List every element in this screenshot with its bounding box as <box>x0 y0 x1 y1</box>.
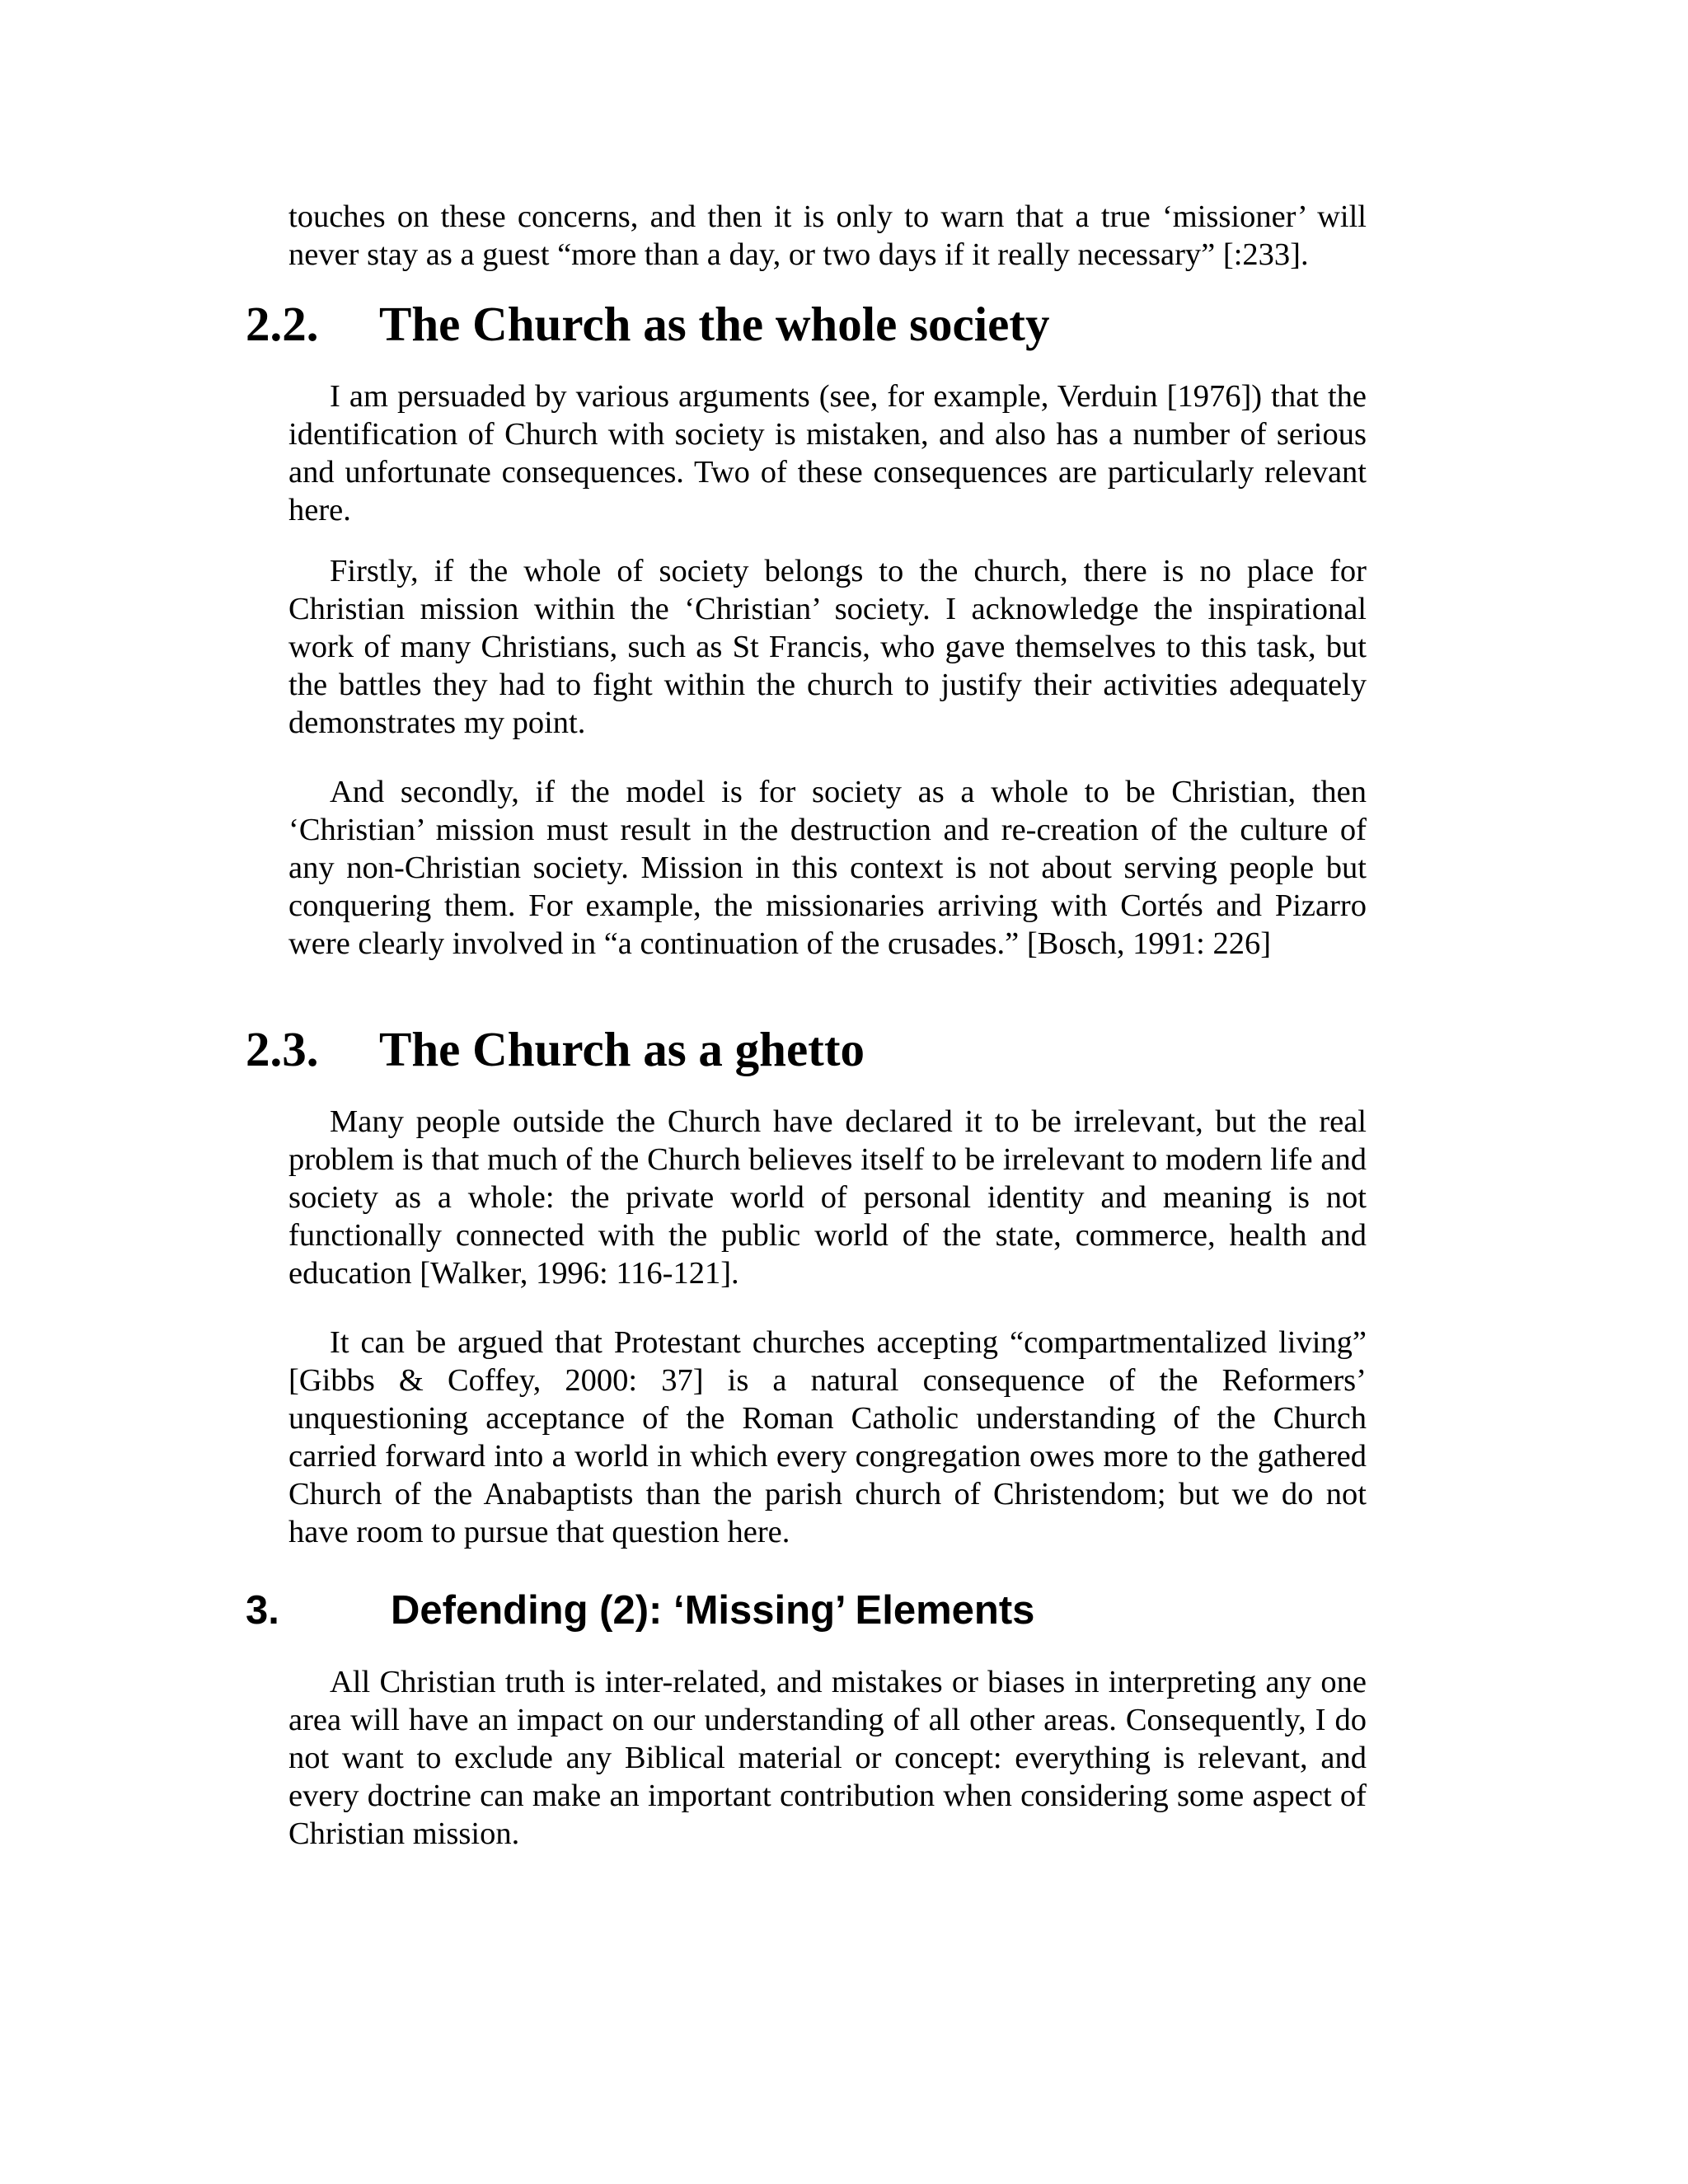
section-2-2-heading <box>246 295 1049 353</box>
section-2-2-paragraph-1: I am persuaded by various arguments (see, for example, Verduin [1976]) that the identification of Church with society is mistaken, and also has a number of serious and unfortunate consequences. Two of these consequences are particularly relevant here. <box>288 379 1367 527</box>
section-3-heading <box>246 1586 1034 1635</box>
section-2-3-paragraph-1: Many people outside the Church have declared it to be irrelevant, but the real problem is that much of the Church believes itself to be irrelevant to modern life and society as a whole: the private world of personal identity and meaning is not functionally connected with the public world of the state, commerce, health and education [Walker, 1996: 116-121]. <box>288 1104 1367 1291</box>
section-number: 2.2. <box>246 297 319 351</box>
section-title: The Church as the whole society <box>379 297 1050 351</box>
section-2-3-heading <box>246 1020 865 1078</box>
section-3-paragraph-1: All Christian truth is inter-related, and mistakes or biases in interpreting any one area will have an impact on our understanding of all other areas. Consequently, I do not want to exclude any Biblical material or concept: everything is relevant, and every doctrine can make an important contribution when considering some aspect of Christian mission. <box>288 1665 1367 1851</box>
intro-paragraph: touches on these concerns, and then it is only to warn that a true ‘missioner’ will never stay as a guest “more than a day, or two days if it really necessary” [:233]. <box>288 199 1367 272</box>
section-2-2-paragraph-3: And secondly, if the model is for society as a whole to be Christian, then ‘Christian’ mission must result in the destruction and re-creation of the culture of any non-Christian society. Mission in this context is not about serving people but conquering them. For example, the missionaries arriving with Cortés and Pizarro were clearly involved in “a continuation of the crusades.” [Bosch, 1991: 226] <box>288 775 1367 961</box>
section-2-2-paragraph-2: Firstly, if the whole of society belongs to the church, there is no place for Christian mission within the ‘Christian’ society. I acknowledge the inspirational work of many Christians, such as St Francis, who gave themselves to this task, but the battles they had to fight within the church to justify their activities adequately demonstrates my point. <box>288 554 1367 740</box>
section-2-3-paragraph-2: It can be argued that Protestant churches accepting “compartmentalized living” [Gibbs & Coffey, 2000: 37] is a natural consequence of the Reformers’ unquestioning acceptance of the Roman Catholic understanding of the Church carried forward into a world in which every congregation owes more to the gathered Church of the Anabaptists than the parish church of Christendom; but we do not have room to pursue that question here. <box>288 1325 1367 1549</box>
section-title: Defending (2): ‘Missing’ Elements <box>391 1588 1035 1633</box>
section-number: 2.3. <box>246 1022 319 1076</box>
section-title: The Church as a ghetto <box>379 1022 865 1076</box>
section-number: 3. <box>246 1588 279 1633</box>
